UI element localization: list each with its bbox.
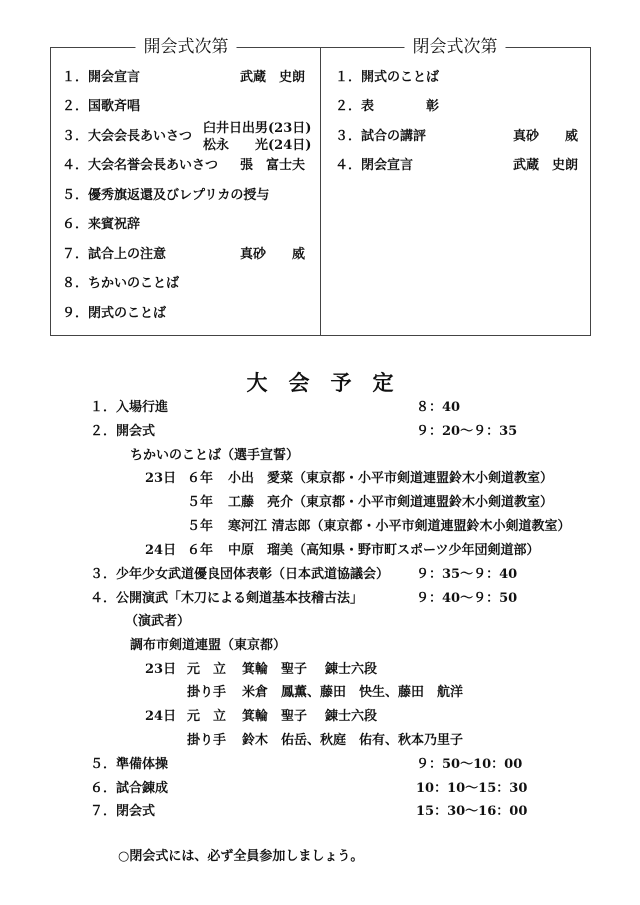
oath-affiliation: （東京都・小平市剣道連盟鈴木小剣道教室） (310, 519, 571, 534)
item-number: ４． (335, 158, 362, 173)
oath-grade: ６年 (187, 543, 214, 558)
opening-item (62, 217, 140, 233)
kakari-label: 掛り手 (187, 685, 227, 700)
closing-ceremony-title: 閉会式次第 (405, 37, 506, 57)
opening-item (62, 158, 218, 174)
item-number: ４． (62, 158, 89, 173)
schedule-time: ９：50～10：00 (416, 757, 523, 772)
oath-grade: ６年 (187, 471, 214, 486)
item-person: 真砂 威 (513, 129, 579, 144)
demo-day: 24日 (145, 709, 177, 724)
moto-rank: 錬士六段 (325, 709, 378, 724)
item-label: 表 彰 (361, 99, 440, 114)
item-label: 国歌斉唱 (88, 99, 141, 114)
item-person: 臼井日出男(23日) (203, 121, 312, 136)
item-number: ３． (335, 129, 362, 144)
item-number: ５． (90, 757, 117, 772)
schedule-time: 15：30～16：00 (416, 804, 528, 819)
schedule-item (90, 591, 363, 607)
oath-affiliation: （東京都・小平市剣道連盟鈴木小剣道教室） (293, 471, 554, 486)
opening-ceremony-title: 開会式次第 (136, 37, 237, 57)
item-number: ２． (62, 99, 89, 114)
schedule-time: ８：40 (416, 400, 461, 415)
schedule-time: 10：10～15：30 (416, 781, 528, 796)
schedule-item (90, 400, 168, 416)
item-label: 来賓祝辞 (88, 217, 141, 232)
moto-label: 元 立 (187, 662, 227, 677)
opening-item (62, 306, 166, 322)
item-number: ５． (62, 188, 89, 203)
item-label: 閉会式 (116, 804, 156, 819)
oath-name: 寒河江 清志郎 (228, 519, 311, 534)
moto-name: 箕輪 聖子 (242, 662, 308, 677)
oath-affiliation: （高知県・野市町スポーツ少年団剣道部） (293, 543, 540, 558)
closing-attendance-note: ○閉会式には、必ず全員参加しましょう。 (118, 849, 364, 864)
schedule-item (90, 424, 155, 440)
moto-label: 元 立 (187, 709, 227, 724)
closing-item (335, 158, 413, 174)
item-label: 開会宣言 (88, 70, 141, 85)
moto-name: 箕輪 聖子 (242, 709, 308, 724)
item-number: ３． (90, 567, 117, 582)
item-number: ６． (62, 217, 89, 232)
schedule-time: ９：35～９：40 (416, 567, 518, 582)
item-label: 少年少女武道優良団体表彰（日本武道協議会） (116, 567, 390, 582)
item-label: 公開演武「木刀による剣道基本技稽古法」 (116, 591, 364, 606)
item-number: ８． (62, 276, 89, 291)
oath-day: 23日 (145, 471, 177, 486)
item-person: 真砂 威 (240, 247, 306, 262)
opening-item (62, 129, 192, 145)
opening-item (62, 188, 269, 204)
performers-label: （演武者） (125, 614, 191, 629)
closing-item (335, 129, 426, 145)
item-label: 試合の講評 (361, 129, 427, 144)
item-number: ７． (90, 804, 117, 819)
column-divider (320, 47, 321, 335)
oath-name: 工藤 亮介 (228, 495, 294, 510)
opening-item (62, 70, 140, 86)
item-number: ２． (335, 99, 362, 114)
item-label: 準備体操 (116, 757, 169, 772)
oath-name: 小出 愛菜 (228, 471, 294, 486)
demonstration-group: 調布市剣道連盟（東京都） (130, 638, 287, 653)
kakari-names: 鈴木 佑岳、秋庭 佑有、秋本乃里子 (242, 733, 464, 748)
schedule-item (90, 567, 389, 583)
opening-item (62, 247, 166, 263)
schedule-time: ９：20～９：35 (416, 424, 518, 439)
closing-item (335, 70, 439, 86)
item-number: ３． (62, 129, 89, 144)
moto-rank: 錬士六段 (325, 662, 378, 677)
oath-entry (228, 519, 571, 535)
item-label: 試合錬成 (116, 781, 169, 796)
item-label: 閉会宣言 (361, 158, 414, 173)
item-number: １． (335, 70, 362, 85)
schedule-item (90, 804, 155, 820)
oath-entry (228, 543, 540, 559)
item-number: １． (62, 70, 89, 85)
item-label: ちかいのことば (88, 276, 180, 291)
item-label: 開式のことば (361, 70, 440, 85)
item-person: 張 富士夫 (240, 158, 306, 173)
schedule-item (90, 781, 168, 797)
oath-grade: ５年 (187, 519, 214, 534)
kakari-label: 掛り手 (187, 733, 227, 748)
item-label: 開会式 (116, 424, 156, 439)
item-label: 閉式のことば (88, 306, 167, 321)
schedule-item (90, 757, 168, 773)
demo-day: 23日 (145, 662, 177, 677)
item-number: １． (90, 400, 117, 415)
item-number: ６． (90, 781, 117, 796)
closing-item (335, 99, 439, 115)
item-number: ７． (62, 247, 89, 262)
item-label: 大会会長あいさつ (88, 129, 193, 144)
item-number: ２． (90, 424, 117, 439)
item-label: 入場行進 (116, 400, 169, 415)
oath-grade: ５年 (187, 495, 214, 510)
opening-item (62, 276, 179, 292)
item-label: 優秀旗返還及びレプリカの授与 (88, 188, 270, 203)
oath-entry (228, 471, 553, 487)
oath-day: 24日 (145, 543, 177, 558)
oath-affiliation: （東京都・小平市剣道連盟鈴木小剣道教室） (293, 495, 554, 510)
oath-heading: ちかいのことば（選手宣誓） (130, 448, 300, 463)
item-number: ９． (62, 306, 89, 321)
oath-name: 中原 瑠美 (228, 543, 294, 558)
item-person: 武蔵 史朗 (513, 158, 579, 173)
schedule-time: ９：40～９：50 (416, 591, 518, 606)
item-label: 試合上の注意 (88, 247, 167, 262)
opening-item (62, 99, 140, 115)
item-person: 武蔵 史朗 (240, 70, 306, 85)
item-number: ４． (90, 591, 117, 606)
kakari-names: 米倉 鳳薫、藤田 快生、藤田 航洋 (242, 685, 464, 700)
schedule-title: 大 会 予 定 (246, 370, 394, 395)
oath-entry (228, 495, 553, 511)
item-label: 大会名誉会長あいさつ (88, 158, 219, 173)
item-person: 松永 光(24日) (203, 138, 312, 153)
